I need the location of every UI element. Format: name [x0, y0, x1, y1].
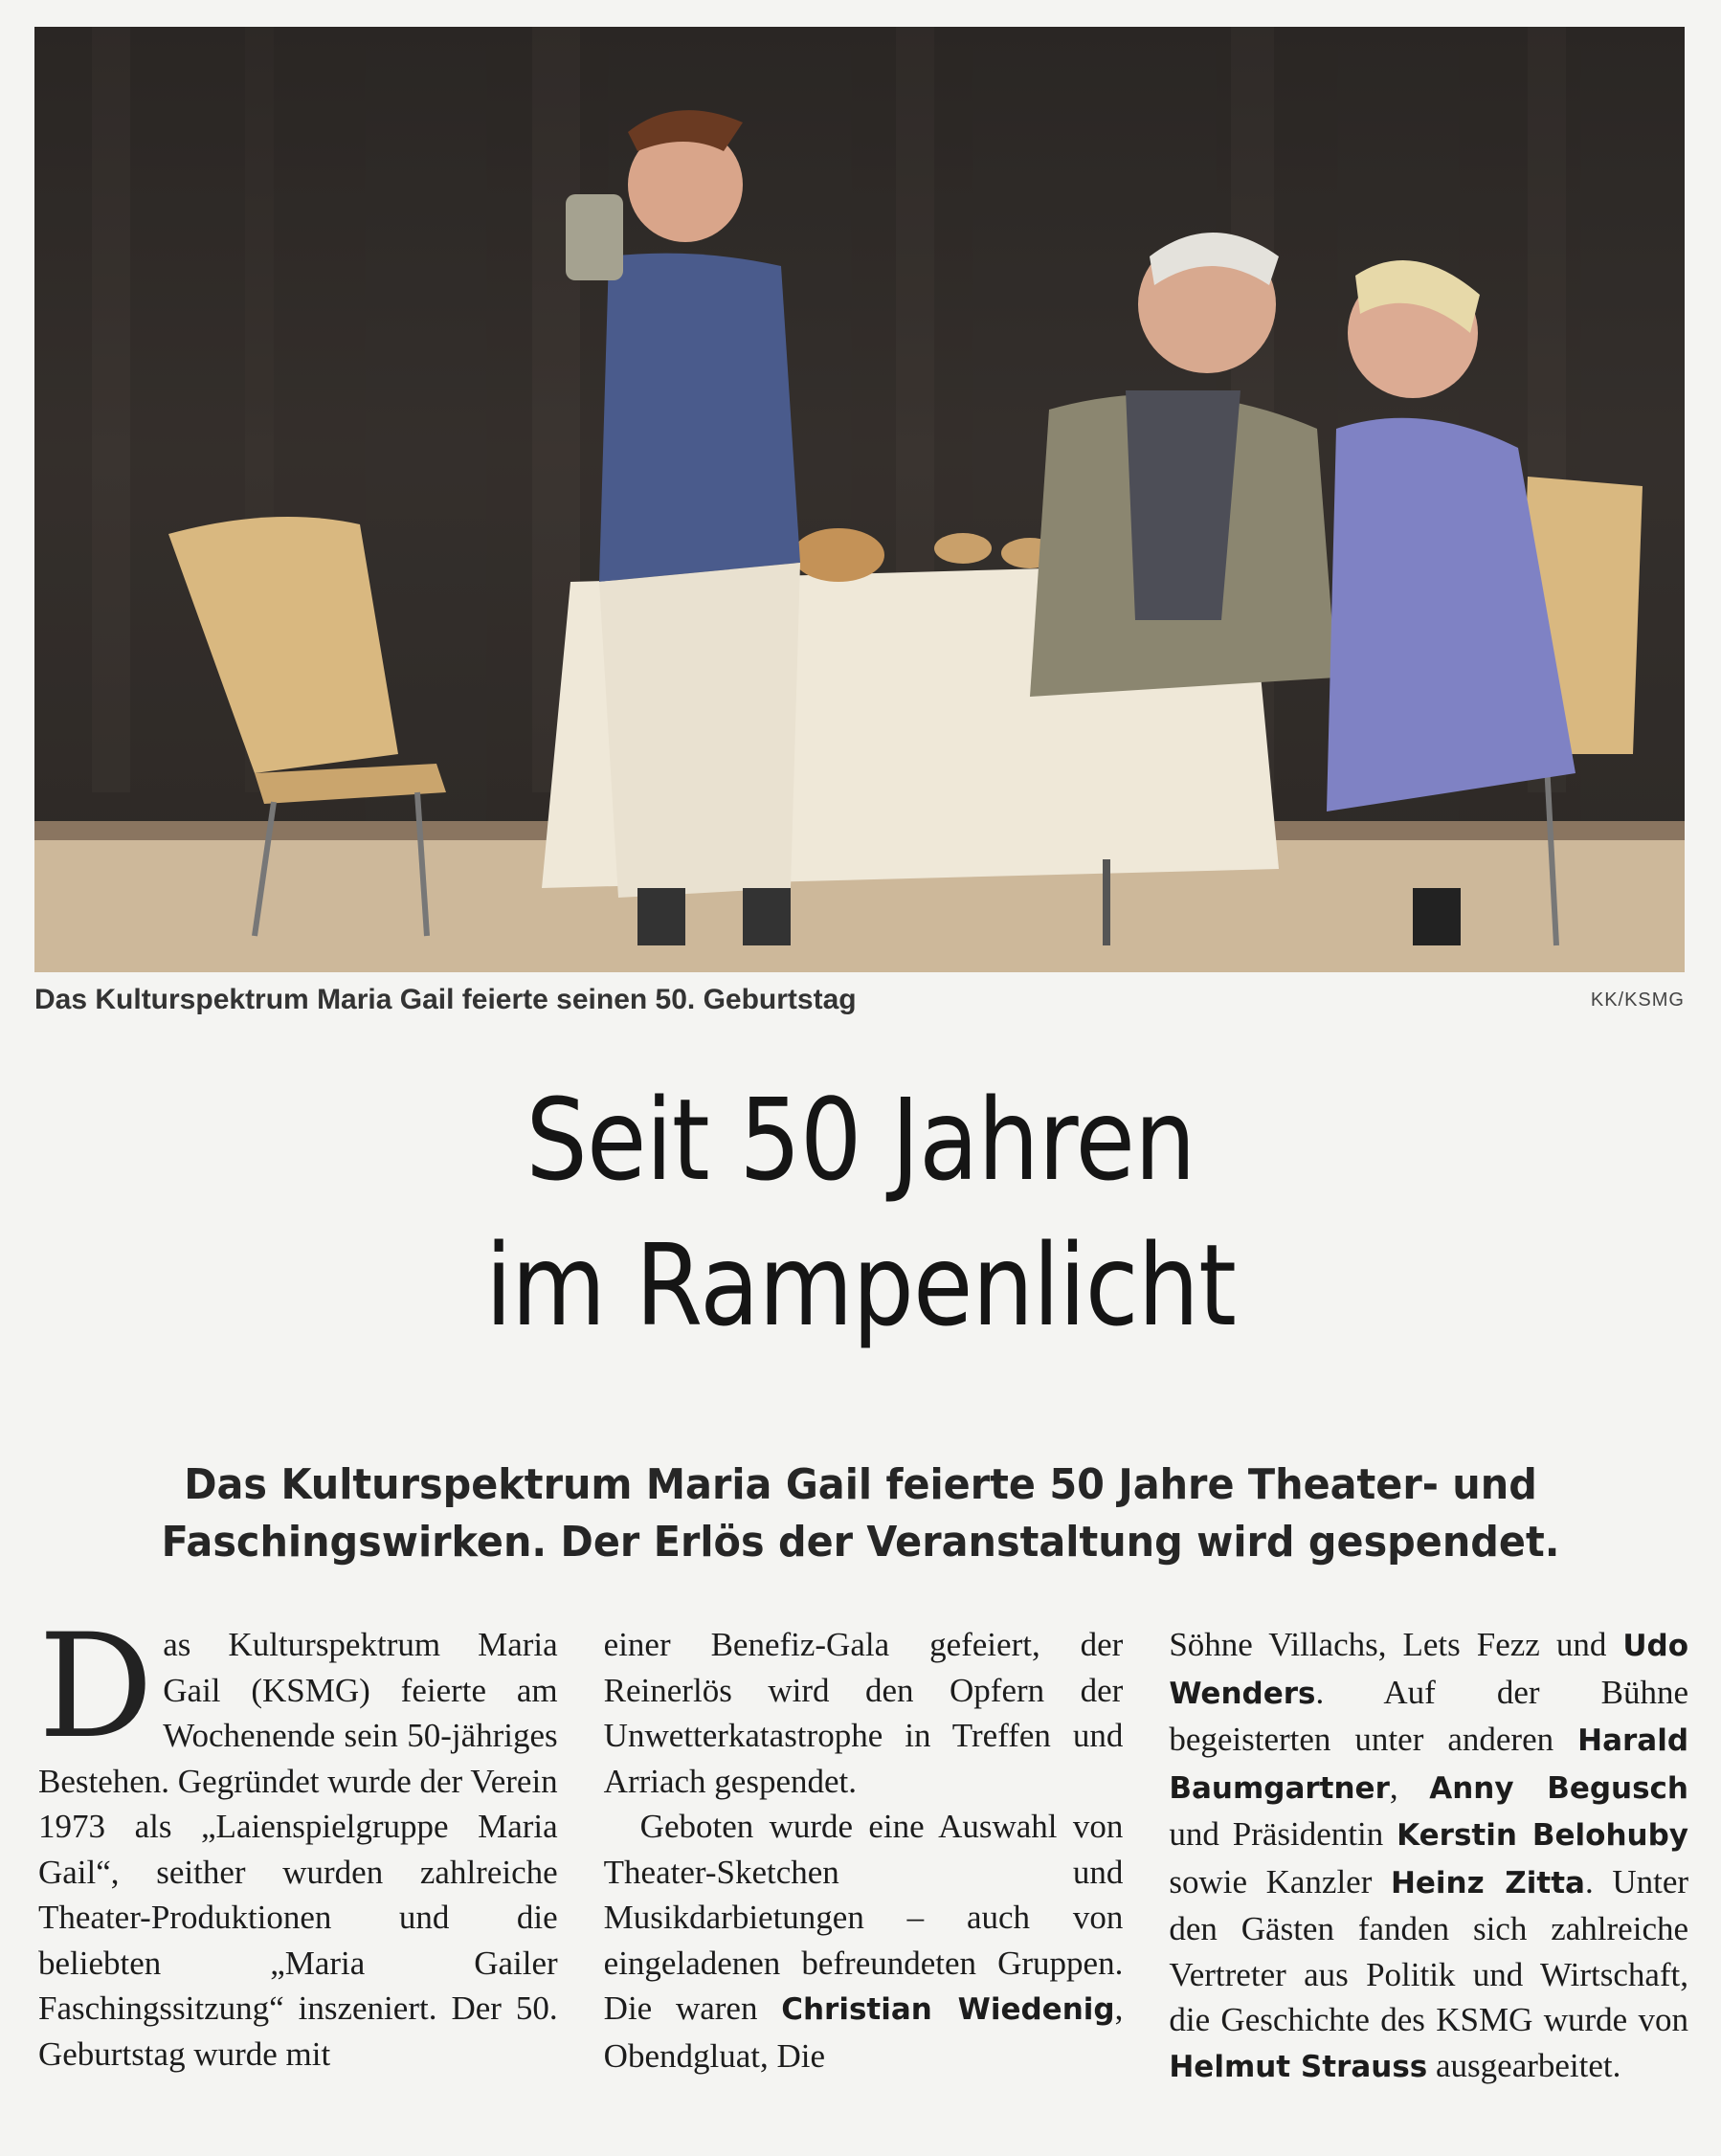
person-name: Helmut Strauss — [1169, 2049, 1428, 2084]
column-2-text-b: , Obendgluat, Die — [603, 1989, 1124, 2075]
person-name: Christian Wiedenig — [781, 1992, 1115, 2027]
article-column-2 — [604, 1622, 1124, 2139]
headline — [121, 1067, 1600, 1358]
person-name: Heinz Zitta — [1390, 1865, 1585, 1900]
article-column-3 — [1169, 1622, 1688, 2139]
photo-credit: KK/KSMG — [1590, 989, 1685, 1011]
person-name: Kerstin Belohuby — [1397, 1818, 1689, 1853]
article-photo — [34, 27, 1685, 972]
headline-line-1: Seit 50 Jahren — [525, 1074, 1196, 1206]
drop-cap: D — [38, 1604, 154, 1770]
column-2-paragraph-1: einer Benefiz-Gala gefeiert, der Reinerlös wird den Opfern der Unwetterkatastrophe in Treffen und Arriach gespendet. — [603, 1626, 1124, 1800]
column-2-text-a: Geboten wurde eine Auswahl von Theater-Sketchen und Musikdarbietungen – auch von eingeladenen befreundeten Gruppen. Die waren — [603, 1808, 1124, 2027]
column-2-paragraph-2 — [604, 1804, 1124, 2078]
column-3-text-c: , — [1389, 1767, 1430, 1806]
article-body — [38, 1604, 1689, 2139]
photo-caption-row — [34, 984, 1685, 1022]
column-3-text-b: . Auf der Bühne begeisterten unter anderen — [1169, 1673, 1689, 1758]
subheadline-line-2: Faschingswirken. Der Erlös der Veranstaltung wird gespendet. — [161, 1518, 1560, 1567]
column-3-text-f: . Unter den Gästen fanden sich zahlreiche Vertreter aus Politik und Wirtschaft, die Geschichte des KSMG wurde von — [1169, 1862, 1689, 2038]
column-3-text-a: Söhne Villachs, Lets Fezz und — [1169, 1626, 1623, 1663]
headline-line-2: im Rampenlicht — [484, 1219, 1237, 1351]
photo-caption: Das Kulturspektrum Maria Gail feierte seinen 50. Geburtstag — [34, 984, 857, 1015]
person-name: Harald Baumgartner — [1169, 1723, 1689, 1806]
subheadline — [142, 1456, 1579, 1571]
column-1-text: as Kulturspektrum Maria Gail (KSMG) feierte am Wochenende sein 50-jähriges Bestehen. Gegründet wurde der Verein 1973 als „Laienspielgruppe Maria Gail“, seither wurden zahlreiche Theater-Produktionen und die beliebten „Maria Gailer Faschingssitzung“ inszeniert. Der 50. Geburtstag wurde mit — [38, 1626, 558, 2073]
column-3-text-e: sowie Kanzler — [1169, 1862, 1391, 1900]
column-3-text-g: ausgearbeitet. — [1427, 2046, 1621, 2084]
person-name: Anny Begusch — [1429, 1770, 1689, 1806]
article-column-1 — [38, 1604, 558, 2139]
column-3-text-d: und Präsidentin — [1169, 1815, 1397, 1853]
subheadline-line-1: Das Kulturspektrum Maria Gail feierte 50 Jahre Theater- und — [184, 1460, 1537, 1509]
person-name: Udo Wenders — [1169, 1629, 1689, 1711]
